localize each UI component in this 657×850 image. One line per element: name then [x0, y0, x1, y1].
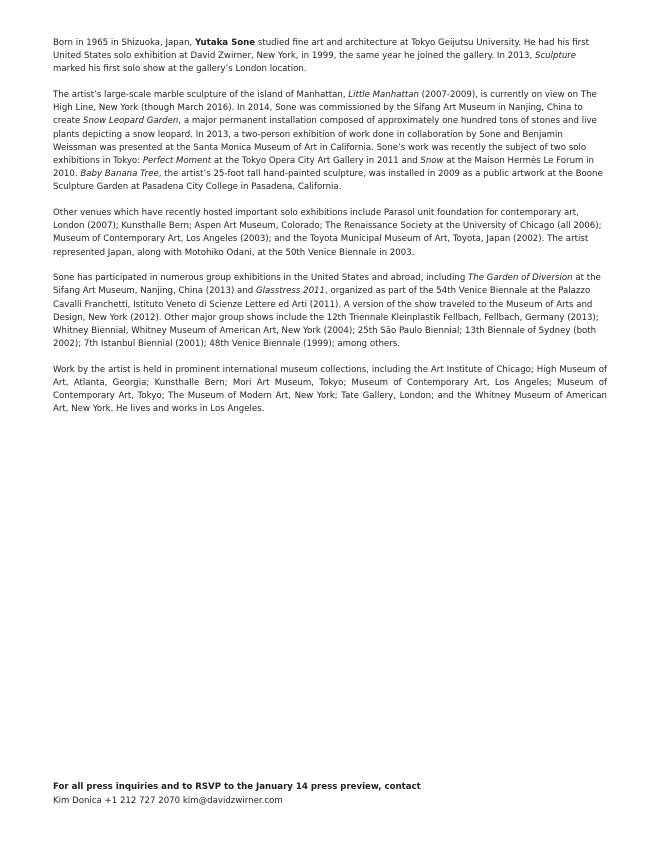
- artwork-title: Snow Leopard Garden: [83, 116, 179, 127]
- body-paragraph: [53, 89, 607, 195]
- paragraph-text: (2007-2009), is currently on view on The High Line, New York (though March 2016). In 2014, Sone was commissioned by the Sifang Art Museum in Nanjing, China to create: [53, 90, 597, 127]
- body-paragraph: [53, 272, 607, 351]
- press-contact-footer: [53, 780, 607, 808]
- press-release-body: [53, 37, 607, 429]
- artwork-title: Snow: [420, 156, 444, 167]
- paragraph-text: The artist’s large-scale marble sculpture of the island of Manhattan,: [53, 90, 349, 100]
- paragraph-text: at the Tokyo Opera City Art Gallery in 2011 and: [211, 156, 421, 167]
- press-contact-heading: For all press inquiries and to RSVP to the January 14 press preview, contact: [53, 782, 421, 792]
- paragraph-text: , a major permanent installation composed of approximately one hundred tons of stones and live plants depicting a snow leopard. In 2013, a two-person exhibition of work done in collaboration by Sone and Benjamin Weissman was presented at the Santa Monica Museum of Art in California. Sone’s work was recently the subject of two solo exhibitions in Tokyo:: [53, 116, 597, 167]
- body-paragraph: [53, 207, 607, 260]
- artwork-title: Glasstress 2011: [255, 286, 325, 297]
- body-paragraph: [53, 364, 607, 417]
- paragraph-text: studied fine art and architecture at Tokyo Geijutsu University. He had his first United States solo exhibition at David Zwirner, New York, in 1999, the same year he joined the gallery. In 2013,: [53, 38, 590, 62]
- artwork-title: Perfect Moment: [142, 156, 212, 167]
- paragraph-text: at the Maison Hermès Le Forum in 2010.: [53, 156, 594, 180]
- body-paragraph: [53, 37, 607, 77]
- paragraph-text: at the Sifang Art Museum, Nanjing, China (2013) and: [53, 273, 601, 297]
- paragraph-text: Sone has participated in numerous group exhibitions in the United States and abroad, including: [53, 273, 469, 284]
- paragraph-text: marked his first solo show at the gallery’s London location.: [53, 64, 307, 75]
- artwork-title: Baby Banana Tree: [80, 169, 159, 180]
- paragraph-text: Born in 1965 in Shizuoka, Japan,: [53, 38, 195, 48]
- press-contact-details: Kim Donica +1 212 727 2070 kim@davidzwirner.com: [53, 796, 283, 806]
- paragraph-text: , organized as part of the 54th Venice Biennale at the Palazzo Cavalli Franchetti, Istituto Veneto di Scienze Lettere ed Arti (2011). A version of the show traveled to the Museum of Arts and Design, New York (2012). Other major group shows include the 12th Triennale Kleinplastik Fellbach, Fellbach, Germany (2013); Whitney Biennial, Whitney Museum of American Art, New York (2004); 25th São Paulo Biennial; 13th Biennale of Sydney (both 2002); 7th Istanbul Biennial (2001); 48th Venice Biennale (1999); among others.: [53, 286, 599, 350]
- artist-name: Yutaka Sone: [194, 38, 256, 48]
- paragraph-text: , the artist’s 25-foot tall hand-painted sculpture, was installed in 2009 as a public artwork at the Boone Sculpture Garden at Pasadena City College in Pasadena, California.: [53, 169, 603, 193]
- paragraph-text: Other venues which have recently hosted important solo exhibitions include Parasol unit foundation for contemporary art, London (2007); Kunsthalle Bern; Aspen Art Museum, Colorado; The Renaissance Society at the University of Chicago (all 2006); Museum of Contemporary Art, Los Angeles (2003); and the Toyota Municipal Museum of Art, Toyota, Japan (2002). The artist represented Japan, along with Motohiko Odani, at the 50th Venice Biennale in 2003.: [53, 208, 602, 258]
- artwork-title: The Garden of Diversion: [468, 273, 573, 284]
- artwork-title: Sculpture: [534, 51, 577, 62]
- paragraph-text: Work by the artist is held in prominent international museum collections, including the Art Institute of Chicago; High Museum of Art, Atlanta, Georgia; Kunsthalle Bern; Mori Art Museum, Tokyo; Museum of Contemporary Art, Los Angeles; Museum of Contemporary Art, Tokyo; The Museum of Modern Art, New York; Tate Gallery, London; and the Whitney Museum of American Art, New York. He lives and works in Los Angeles.: [53, 364, 607, 415]
- artwork-title: Little Manhattan: [348, 90, 419, 100]
